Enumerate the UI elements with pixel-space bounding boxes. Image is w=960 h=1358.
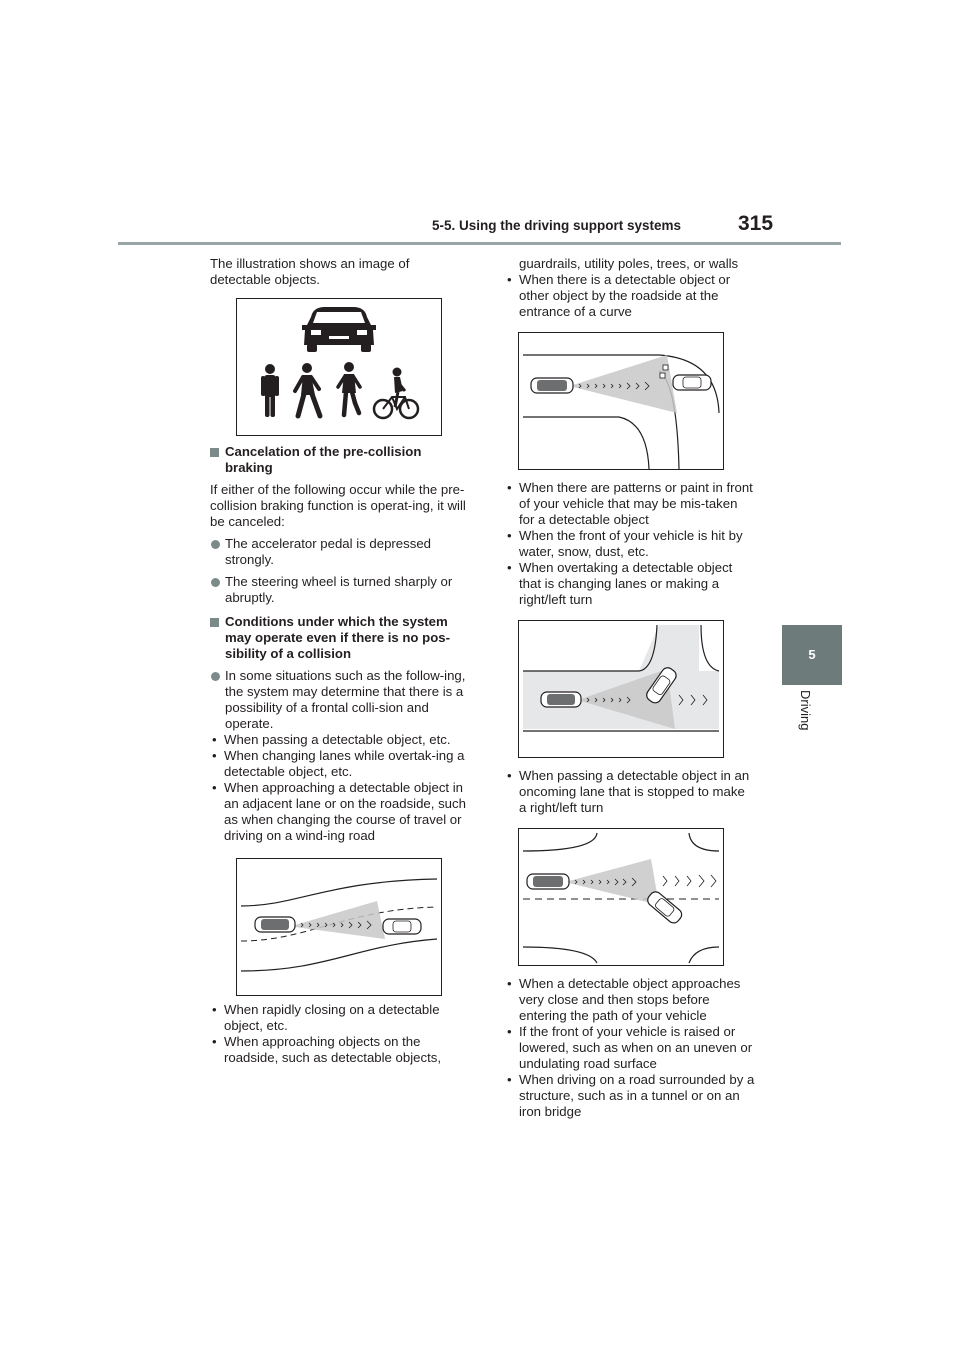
heading-square-icon <box>210 618 219 627</box>
list-item: • When passing a detectable object in an oncoming lane that is stopped to make a right/left turn <box>505 768 755 816</box>
cyclist-icon <box>374 368 418 419</box>
own-car-icon <box>255 917 295 932</box>
list-item: • When overtaking a detectable object that is changing lanes or making a right/left turn <box>505 560 755 608</box>
chapter-tab[interactable]: 5 <box>782 625 842 685</box>
continuation-text: guardrails, utility poles, trees, or walls <box>519 256 739 271</box>
list-item: • When changing lanes while overtak-ing a detectable object, etc. <box>210 748 472 780</box>
chapter-label <box>795 690 815 750</box>
header-divider <box>118 242 841 245</box>
right-list-4 <box>505 976 755 1120</box>
list-item: • If the front of your vehicle is raised or lowered, such as when on an uneven or undulating road surface <box>505 1024 755 1072</box>
intro-text: The illustration shows an image of detectable objects. <box>210 256 410 287</box>
list-item: • When the front of your vehicle is hit by water, snow, dust, etc. <box>505 528 755 560</box>
heading-conditions <box>210 614 472 662</box>
left-column <box>210 256 472 1066</box>
cancel-item-text: The accelerator pedal is depressed strongly. <box>225 536 431 567</box>
overtaking-turn-figure <box>518 620 724 758</box>
page-number: 315 <box>738 212 774 235</box>
pedestrian-standing-icon <box>261 364 279 417</box>
heading-cancelation <box>210 444 472 476</box>
heading-conditions-text: Conditions under which the system may operate even if there is no pos-sibility of a collision <box>225 614 450 661</box>
own-car-icon <box>541 692 581 707</box>
right-list-1 <box>505 272 755 320</box>
winding-road-figure <box>236 858 442 996</box>
cancel-item <box>210 574 472 606</box>
page-header <box>0 0 960 250</box>
pedestrian-walking-icon <box>295 363 320 416</box>
list-item: • When a detectable object approaches very close and then stops before entering the path of your vehicle <box>505 976 755 1024</box>
right-list-2 <box>505 480 755 608</box>
right-list-3 <box>505 768 755 816</box>
cancel-text: If either of the following occur while the pre-collision braking function is operat-ing, it will be canceled: <box>210 482 466 529</box>
list-item: • When passing a detectable object, etc. <box>210 732 472 748</box>
cancel-item <box>210 536 472 568</box>
cancel-item-text: The steering wheel is turned sharply or abruptly. <box>225 574 453 605</box>
list-item: • When approaching a detectable object in an adjacent lane or on the roadside, such as when changing the course of travel or driving on a wind-ing road <box>210 780 472 844</box>
target-car-icon <box>383 919 421 934</box>
own-car-icon <box>527 874 569 889</box>
list-item: • When driving on a road surrounded by a structure, such as in a tunnel or on an iron bridge <box>505 1072 755 1120</box>
conditions-list <box>210 732 472 844</box>
heading-square-icon <box>210 448 219 457</box>
detectable-objects-figure <box>236 298 442 436</box>
child-icon <box>338 362 360 415</box>
list-item: • When there is a detectable object or other object by the roadside at the entrance of a curve <box>505 272 755 320</box>
oncoming-turn-figure <box>518 828 724 966</box>
list-item: • When approaching objects on the roadside, such as detectable objects, <box>210 1034 472 1066</box>
curve-entrance-figure <box>518 332 724 470</box>
conditions-item <box>210 668 472 732</box>
circle-bullet-icon <box>211 540 220 549</box>
circle-bullet-icon <box>211 578 220 587</box>
target-car-icon <box>673 375 711 390</box>
heading-cancelation-text: Cancelation of the pre-collision braking <box>225 444 422 475</box>
own-car-icon <box>531 378 573 393</box>
right-column <box>505 256 755 1120</box>
car-icon <box>302 307 376 352</box>
circle-bullet-icon <box>211 672 220 681</box>
list-item: • When there are patterns or paint in front of your vehicle that may be mis-taken for a detectable object <box>505 480 755 528</box>
chapter-label-text: Driving <box>798 690 813 731</box>
conditions-list-continued <box>210 1002 472 1066</box>
target-car-icon <box>645 889 684 925</box>
conditions-item-text: In some situations such as the follow-ing, the system may determine that there is a possibility of a frontal colli-sion and operate. <box>225 668 466 731</box>
section-title: 5-5. Using the driving support systems <box>432 218 682 233</box>
list-item: • When rapidly closing on a detectable object, etc. <box>210 1002 472 1034</box>
